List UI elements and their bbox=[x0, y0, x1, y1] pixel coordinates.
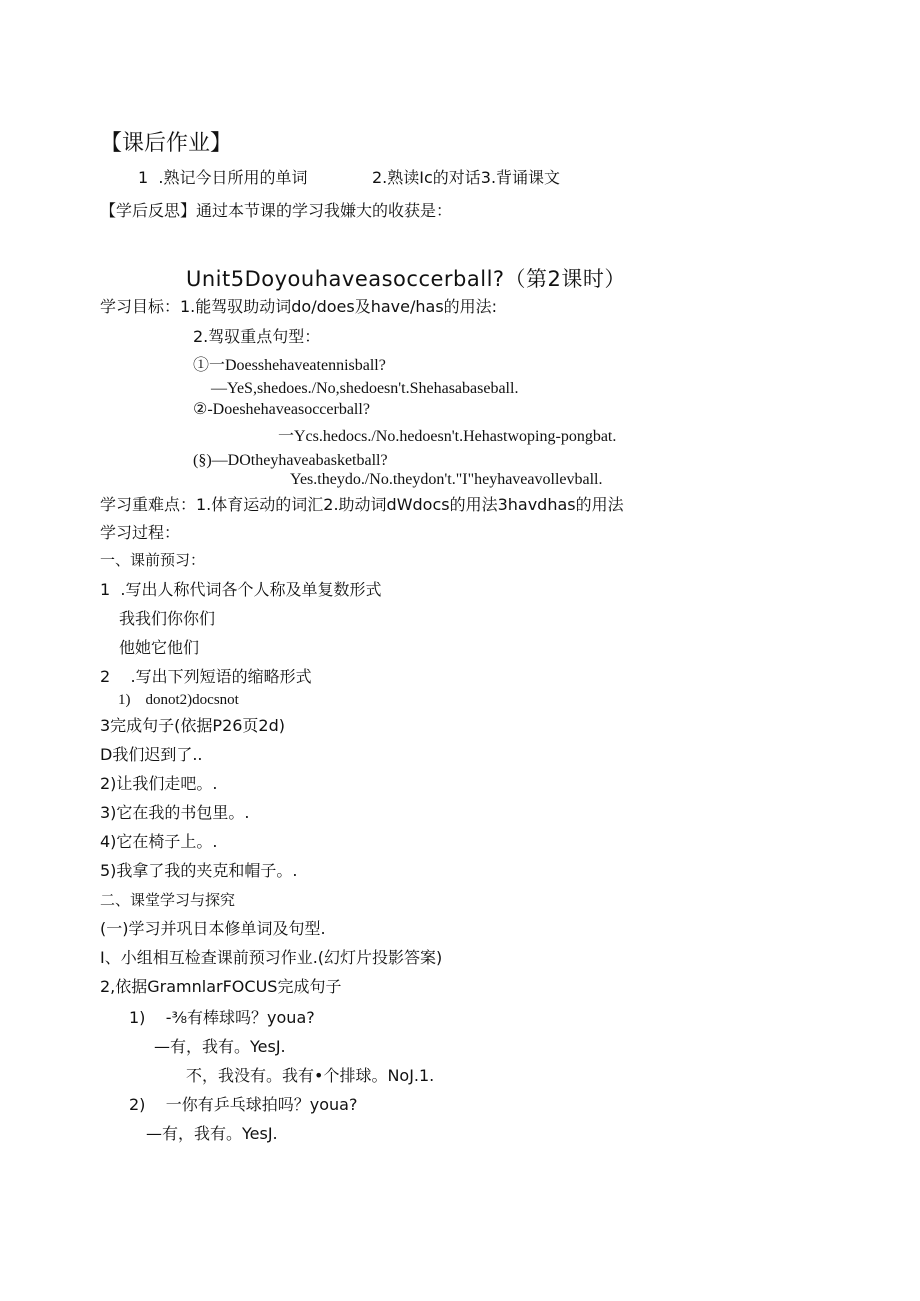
preview-q3-item2: 2)让我们走吧。. bbox=[100, 774, 218, 793]
preview-q3-item5: 5)我拿了我的夹克和帽子。. bbox=[100, 861, 298, 880]
preview-q3-item1: D我们迟到了.. bbox=[100, 745, 203, 764]
classroom-header: 二、课堂学习与探究 bbox=[100, 891, 236, 909]
homework-items-left: 1 .熟记今日所用的单词 bbox=[138, 168, 308, 187]
sentence-3-question: (§)—DOtheyhaveabasketball? bbox=[193, 452, 388, 469]
classroom-item-ii: 2,依据GramnlarFOCUS完成句子 bbox=[100, 977, 342, 996]
preview-q2: 2 .写出下列短语的缩略形式 bbox=[100, 667, 312, 686]
unit-title: Unit5Doyouhaveasoccerball?（第2课时） bbox=[186, 267, 626, 291]
process-label: 学习过程： bbox=[100, 523, 181, 542]
preview-q3-item4: 4)它在椅子上。. bbox=[100, 832, 218, 851]
preview-header: 一、课前预习： bbox=[100, 551, 206, 569]
homework-items-right: 2.熟读Ic的对话3.背诵课文 bbox=[372, 168, 561, 187]
preview-q3: 3完成句子(依据P26页2d) bbox=[100, 716, 286, 735]
reflection-line: 【学后反思】通过本节课的学习我嫌大的收获是： bbox=[100, 201, 453, 220]
sentence-2-question: ②-Doeshehaveasoccerball? bbox=[193, 401, 370, 418]
preview-q1: 1 .写出人称代词各个人称及单复数形式 bbox=[100, 580, 382, 599]
preview-q1-line1: 我我们你你们 bbox=[119, 609, 216, 628]
classroom-item-i: I、小组相互检查课前预习作业.(幻灯片投影答案) bbox=[100, 948, 443, 967]
exercise-2-answer-yes: —有，我有。YesJ. bbox=[146, 1124, 278, 1143]
exercise-1-question: 1) -⅜有棒球吗？youa? bbox=[129, 1008, 315, 1027]
preview-q1-line2: 他她它他们 bbox=[119, 638, 200, 657]
sentence-3-answer: Yes.theydo./No.theydon't."I"heyhaveavollevball. bbox=[290, 471, 603, 488]
objectives-line2: 2.驾驭重点句型： bbox=[193, 327, 321, 346]
sentence-2-answer: 一Ycs.hedocs./No.hedoesn't.Hehastwoping-pongbat. bbox=[278, 428, 617, 445]
homework-header: 【课后作业】 bbox=[100, 131, 233, 156]
objectives-line1: 学习目标：1.能驾驭助动词do/does及have/has的用法: bbox=[100, 297, 498, 316]
classroom-sub1: (一)学习并巩日本修单词及句型. bbox=[100, 919, 326, 938]
sentence-1-answer: —YeS,shedoes./No,shedoesn't.Shehasabaseball. bbox=[211, 380, 519, 397]
exercise-2-question: 2) 一你有乒乓球拍吗？youa? bbox=[129, 1095, 358, 1114]
sentence-1-question: ①一Doesshehaveatennisball? bbox=[193, 357, 386, 374]
preview-q2-items: 1) donot2)docsnot bbox=[118, 692, 239, 708]
difficulties-line: 学习重难点：1.体育运动的词汇2.助动词dWdocs的用法3havdhas的用法 bbox=[100, 495, 624, 514]
exercise-1-answer-yes: —有，我有。YesJ. bbox=[154, 1037, 286, 1056]
exercise-1-answer-no: 不，我没有。我有•个排球。NoJ.1. bbox=[186, 1066, 435, 1085]
preview-q3-item3: 3)它在我的书包里。. bbox=[100, 803, 250, 822]
